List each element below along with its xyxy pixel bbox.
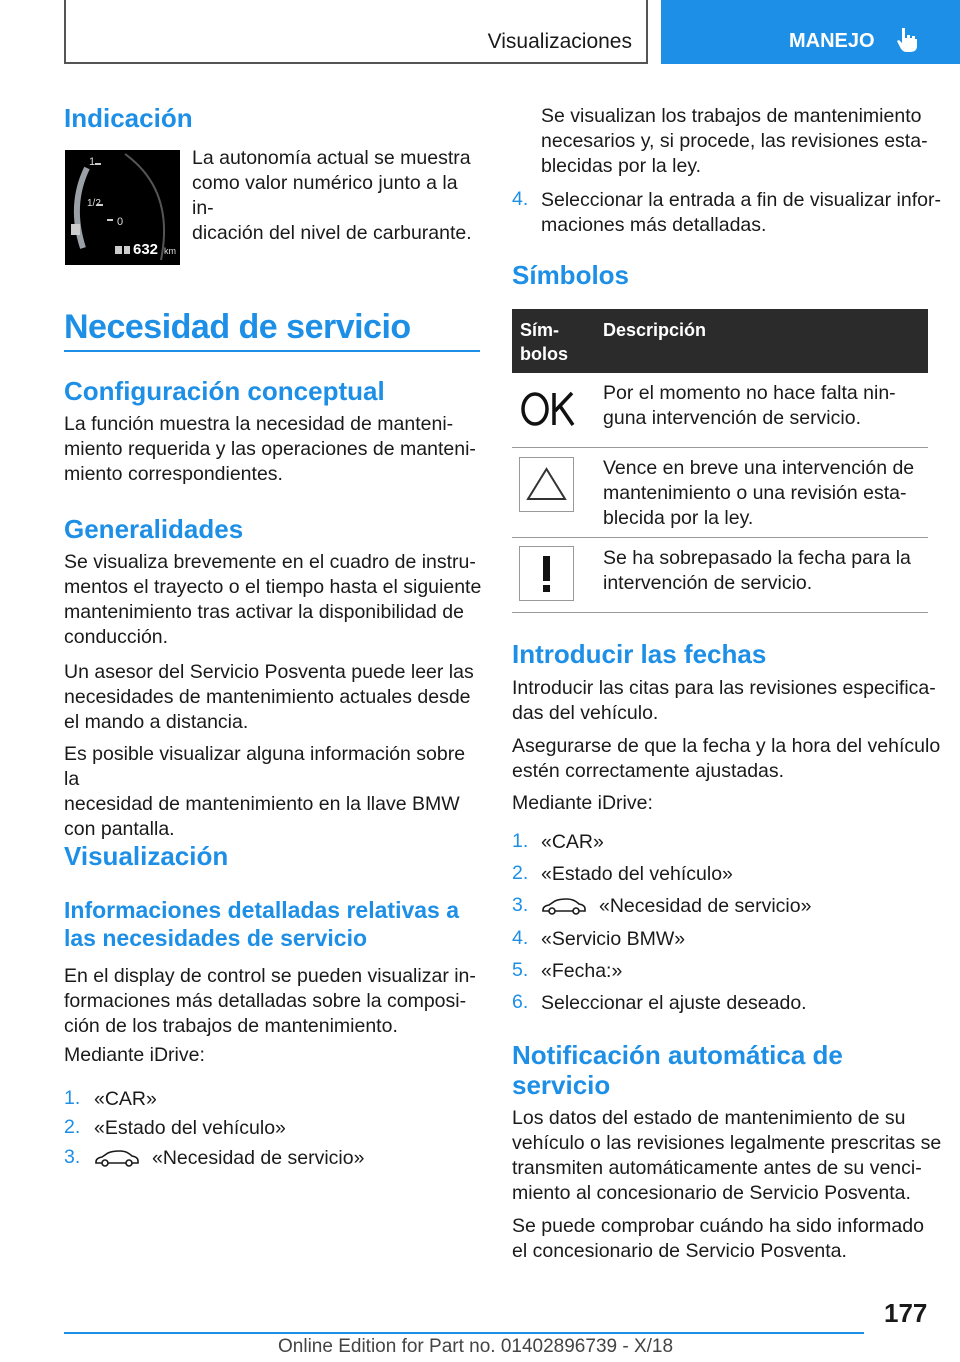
header-section-tab[interactable] (661, 0, 960, 64)
header-line: bolos (520, 344, 568, 364)
text-line: Es posible visualizar alguna información sobre la (64, 743, 466, 790)
text-line: mantenimiento o una revisión esta- (603, 482, 907, 504)
fuel-gauge-drawing (65, 150, 180, 265)
car-service-icon (94, 1150, 140, 1168)
warning-triangle-drawing (520, 458, 573, 511)
text-line: blecidas por la ley. (541, 155, 702, 177)
text-line: Asegurarse de que la fecha y la hora del vehículo (512, 735, 941, 757)
text-line: maciones más detalladas. (541, 214, 767, 236)
generalidades-p1 (64, 550, 484, 650)
fechas-p1 (512, 676, 942, 726)
config-heading: Configuración conceptual (64, 376, 385, 406)
text-line: Vence en breve una intervención de (603, 457, 915, 479)
table-col-description: Descripción (603, 320, 707, 340)
visualizacion-subheading (64, 896, 459, 952)
step-text: «Necesidad de servicio» (152, 1147, 365, 1169)
generalidades-heading: Generalidades (64, 514, 244, 544)
gauge-range-unit: km (164, 246, 176, 256)
warning-triangle-icon (519, 457, 574, 512)
exclamation-icon (519, 546, 574, 601)
text-line: miento correspondientes. (64, 463, 283, 485)
header-section-label: MANEJO (789, 30, 875, 52)
heading-line: servicio (512, 1070, 611, 1100)
fechas-p2 (512, 734, 942, 784)
step-number: 5. (512, 959, 529, 981)
text-line: dicación del nivel de carburante. (192, 222, 472, 244)
text-line: conducción. (64, 626, 169, 648)
visualizacion-idrive: Mediante iDrive: (64, 1044, 205, 1066)
step-text: «Estado del vehículo» (541, 863, 733, 885)
text-line: La función muestra la necesidad de manteni- (64, 413, 454, 435)
footer-rule (64, 1332, 864, 1334)
text-line: el concesionario de Servicio Posventa. (512, 1240, 847, 1262)
step-number: 3. (64, 1146, 81, 1168)
fuel-gauge-image (65, 150, 180, 265)
table-divider (512, 537, 928, 538)
text-line: como valor numérico junto a la in- (192, 172, 458, 219)
right-continued-text (541, 104, 941, 179)
text-line: necesidad de mantenimiento en la llave BMW (64, 793, 460, 815)
driving-hand-icon (894, 26, 922, 54)
step-text: «Servicio BMW» (541, 928, 686, 950)
ok-symbol-icon (520, 387, 576, 433)
table-row-desc (603, 456, 933, 531)
text-line: necesidades de mantenimiento actuales desde (64, 686, 471, 708)
gauge-mark-half: 1/2 (87, 198, 101, 209)
step-text: «Necesidad de servicio» (599, 895, 812, 917)
table-divider (512, 612, 928, 613)
table-row-desc (603, 546, 933, 596)
text-line: Seleccionar la entrada a fin de visualizar infor- (541, 189, 941, 211)
table-divider (512, 447, 928, 448)
text-line: blecida por la ley. (603, 507, 754, 529)
symbols-table-header (512, 309, 928, 373)
text-line: ción de los trabajos de mantenimiento. (64, 1015, 398, 1037)
indicacion-heading: Indicación (64, 103, 193, 133)
step-text: Seleccionar el ajuste deseado. (541, 992, 807, 1014)
header-title: Visualizaciones (487, 30, 632, 53)
text-line: Introducir las citas para las revisiones especifica- (512, 677, 936, 699)
text-line: el mando a distancia. (64, 711, 249, 733)
text-line: guna intervención de servicio. (603, 407, 861, 429)
gauge-range-value: 632 (133, 241, 159, 258)
gauge-mark-full: 1 (89, 156, 96, 168)
text-line: Se visualiza brevemente en el cuadro de instru- (64, 551, 476, 573)
text-line: mentos el trayecto o el tiempo hasta el siguiente (64, 576, 482, 598)
text-line: vehículo o las revisiones legalmente prescritas se (512, 1132, 942, 1154)
step-item (94, 1146, 364, 1171)
visualizacion-heading: Visualización (64, 841, 229, 871)
step-text: «Estado del vehículo» (94, 1117, 286, 1139)
text-line: miento al concesionario de Servicio Posventa. (512, 1182, 911, 1204)
table-row-desc (603, 381, 933, 431)
notif-p2 (512, 1214, 942, 1264)
step-number: 3. (512, 894, 529, 916)
fechas-idrive: Mediante iDrive: (512, 792, 653, 814)
step-text-block (541, 188, 941, 238)
text-line: Un asesor del Servicio Posventa puede leer las (64, 661, 474, 683)
simbolos-heading: Símbolos (512, 260, 630, 290)
text-line: con pantalla. (64, 818, 175, 840)
text-line: Se ha sobrepasado la fecha para la (603, 547, 911, 569)
text-line: das del vehículo. (512, 702, 659, 724)
step-number: 4. (512, 188, 529, 210)
text-line: En el display de control se pueden visualizar in- (64, 965, 476, 987)
step-number: 1. (512, 830, 529, 852)
step-number: 1. (64, 1087, 81, 1109)
text-line: La autonomía actual se muestra (192, 147, 471, 169)
gauge-mark-empty: 0 (117, 216, 124, 228)
indicacion-text (192, 146, 482, 246)
page-number: 177 (884, 1298, 928, 1328)
text-line: estén correctamente ajustadas. (512, 760, 785, 782)
generalidades-p3 (64, 742, 484, 842)
text-line: mantenimiento tras activar la disponibilidad de (64, 601, 464, 623)
header-line: Sím- (520, 320, 560, 340)
step-text: «CAR» (541, 831, 604, 853)
step-item (541, 894, 811, 919)
table-col-symbols (520, 318, 568, 366)
generalidades-p2 (64, 660, 484, 735)
subheading-line: Informaciones detalladas relativas a (64, 897, 460, 923)
text-line: miento requerida y las operaciones de manteni- (64, 438, 476, 460)
heading-line: Notificación automática de (512, 1040, 843, 1070)
text-line: transmiten automáticamente antes de su venci- (512, 1157, 922, 1179)
text-line: Los datos del estado de mantenimiento de su (512, 1107, 906, 1129)
text-line: Por el momento no hace falta nin- (603, 382, 896, 404)
subheading-line: las necesidades de servicio (64, 925, 368, 951)
header-title-box (64, 0, 648, 64)
notif-p1 (512, 1106, 942, 1206)
step-number: 2. (512, 862, 529, 884)
text-line: intervención de servicio. (603, 572, 813, 594)
text-line: Se puede comprobar cuándo ha sido informado (512, 1215, 924, 1237)
text-line: necesarios y, si procede, las revisiones esta- (541, 130, 928, 152)
visualizacion-text (64, 964, 484, 1039)
title-rule (64, 350, 480, 352)
text-line: formaciones más detalladas sobre la composi- (64, 990, 467, 1012)
fechas-heading: Introducir las fechas (512, 639, 767, 669)
car-service-icon (541, 898, 587, 916)
step-number: 4. (512, 927, 529, 949)
footer-edition: Online Edition for Part no. 01402896739 - X/18 (278, 1336, 674, 1357)
config-text (64, 412, 484, 487)
step-text: «CAR» (94, 1088, 157, 1110)
step-number: 6. (512, 991, 529, 1013)
exclamation-drawing (520, 547, 573, 600)
step-number: 2. (64, 1116, 81, 1138)
page-title: Necesidad de servicio (64, 308, 411, 346)
step-text: «Fecha:» (541, 960, 623, 982)
ok-symbol-drawing (520, 387, 576, 433)
notif-heading (512, 1040, 843, 1100)
text-line: Se visualizan los trabajos de mantenimiento (541, 105, 922, 127)
